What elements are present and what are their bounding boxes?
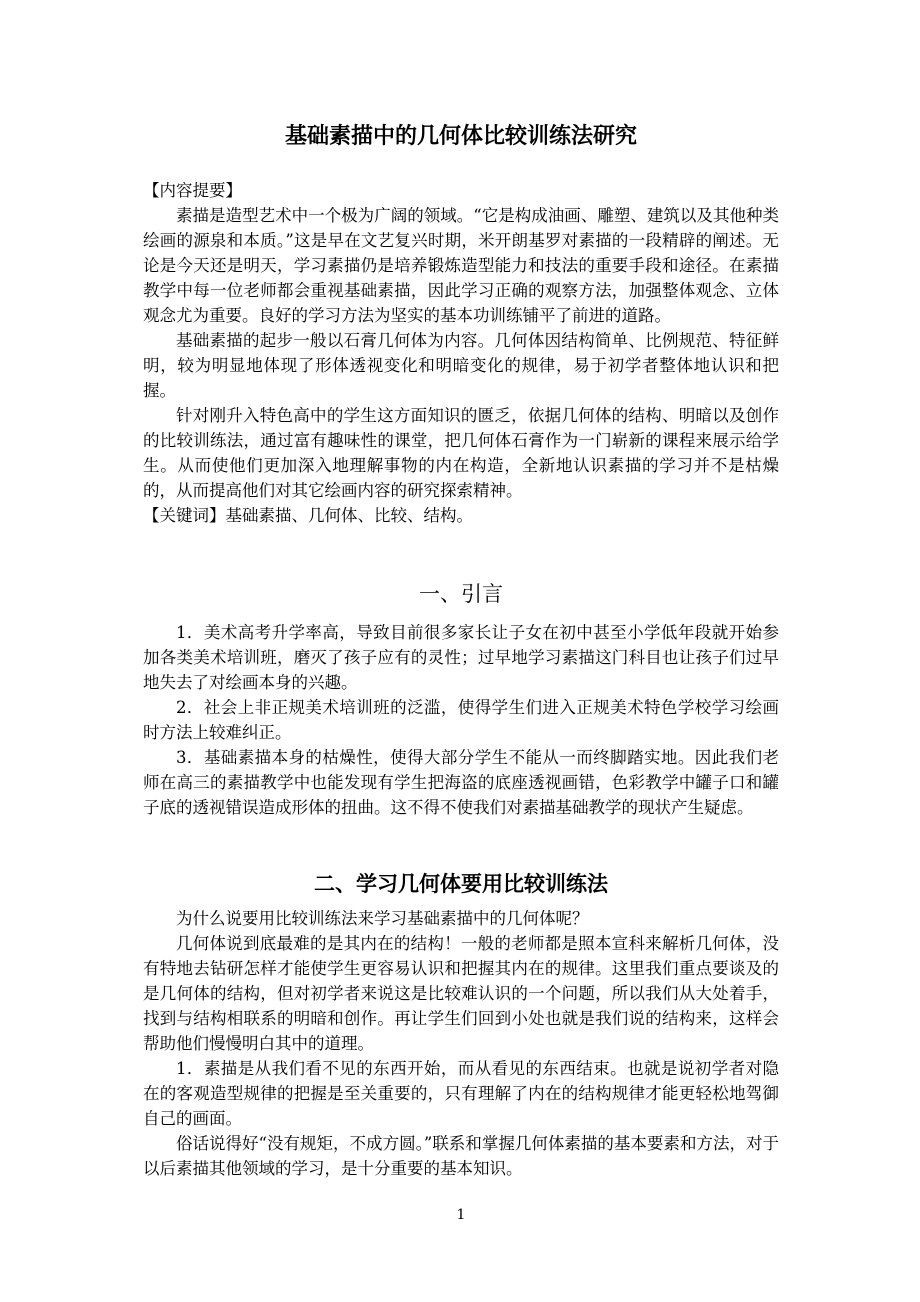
abstract-block: [143, 178, 779, 528]
section-heading-comparison-method: 二、学习几何体要用比较训练法: [314, 872, 608, 896]
body-paragraph: 1．素描是从我们看不见的东西开始，而从看见的东西结束。也就是说初学者对隐在的客观造型规律的把握是至关重要的，只有理解了内在的结构规律才能更轻松地驾御自己的画面。: [143, 1059, 779, 1128]
section-heading-introduction: 一、引言: [419, 582, 503, 606]
page-number: 1: [456, 1207, 466, 1223]
abstract-label: 【内容提要】: [143, 181, 242, 200]
abstract-paragraph: 素描是造型艺术中一个极为广阔的领域。“它是构成油画、雕塑、建筑以及其他种类绘画的源泉和本质。”这是早在文艺复兴时期，米开朗基罗对素描的一段精辟的阐述。无论是今天还是明天，学习素描仍是培养锻炼造型能力和技法的重要手段和途径。在素描教学中每一位老师都会重视基础素描，因此学习正确的观察方法，加强整体观念、立体观念尤为重要。良好的学习方法为坚实的基本功训练铺平了前进的道路。: [143, 206, 779, 325]
body-paragraph: 3．基础素描本身的枯燥性，使得大部分学生不能从一而终脚踏实地。因此我们老师在高三的素描教学中也能发现有学生把海盗的底座透视画错，色彩教学中罐子口和罐子底的透视错误造成形体的扭曲。这不得不使我们对素描基础教学的现状产生疑虑。: [143, 748, 779, 817]
keywords-label: 【关键词】: [143, 506, 226, 525]
abstract-paragraph: 针对刚升入特色高中的学生这方面知识的匮乏，依据几何体的结构、明暗以及创作的比较训练法，通过富有趣味性的课堂，把几何体石膏作为一门崭新的课程来展示给学生。从而使他们更加深入地理解事物的内在构造，全新地认识素描的学习并不是枯燥的，从而提高他们对其它绘画内容的研究探索精神。: [143, 406, 779, 500]
keywords-line: [143, 503, 779, 528]
keywords-text: 基础素描、几何体、比较、结构。: [225, 506, 473, 525]
introduction-block: [143, 620, 779, 820]
body-paragraph: 几何体说到底最难的是其内在的结构！一般的老师都是照本宣科来解析几何体，没有特地去钻研怎样才能使学生更容易认识和把握其内在的规律。这里我们重点要谈及的是几何体的结构，但对初学者来说这是比较难认识的一个问题，所以我们从大处着手，找到与结构相联系的明暗和创作。再让学生们回到小处也就是我们说的结构来，这样会帮助他们慢慢明白其中的道理。: [143, 934, 779, 1053]
document-title: 基础素描中的几何体比较训练法研究: [284, 124, 637, 149]
comparison-method-block: [143, 906, 779, 1181]
abstract-paragraph: 基础素描的起步一般以石膏几何体为内容。几何体因结构简单、比例规范、特征鲜明，较为明显地体现了形体透视变化和明暗变化的规律，易于初学者整体地认识和把握。: [143, 331, 779, 400]
body-paragraph: 俗话说得好“没有规矩，不成方圆。”联系和掌握几何体素描的基本要素和方法，对于以后素描其他领域的学习，是十分重要的基本知识。: [143, 1134, 779, 1178]
body-paragraph: 2．社会上非正规美术培训班的泛滥，使得学生们进入正规美术特色学校学习绘画时方法上较难纠正。: [143, 698, 779, 742]
body-paragraph: 为什么说要用比较训练法来学习基础素描中的几何体呢？: [176, 909, 589, 928]
body-paragraph: 1．美术高考升学率高，导致目前很多家长让子女在初中甚至小学低年段就开始参加各类美术培训班，磨灭了孩子应有的灵性；过早地学习素描这门科目也让孩子们过早地失去了对绘画本身的兴趣。: [143, 623, 779, 692]
